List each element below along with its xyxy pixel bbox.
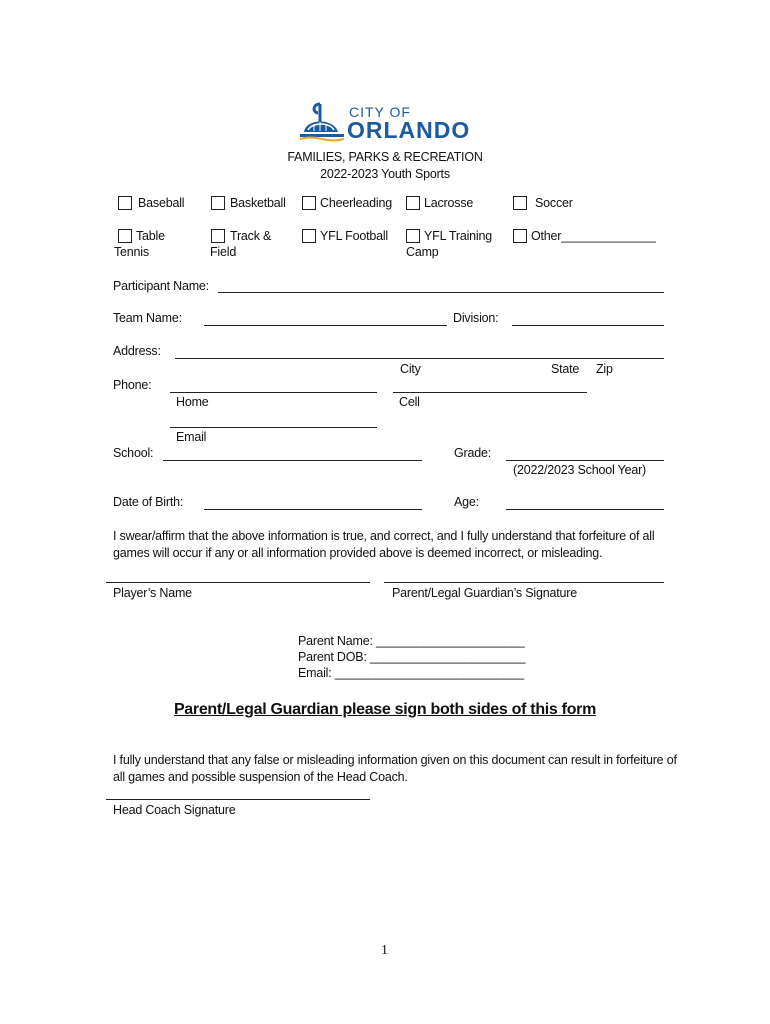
school-year-label: (2022/2023 School Year) (513, 463, 647, 477)
team-name-field[interactable] (204, 325, 447, 326)
head-coach-signature-label: Head Coach Signature (113, 803, 236, 817)
logo-city-of: CITY OF (349, 104, 411, 120)
head-coach-signature-line[interactable] (106, 799, 370, 800)
dob-field[interactable] (204, 509, 422, 510)
cheerleading-label: Cheerleading (320, 196, 392, 210)
page-number: 1 (381, 943, 388, 958)
affirmation-text (113, 528, 673, 562)
city-label: City (400, 362, 421, 376)
phone-label: Phone: (113, 378, 152, 392)
player-name-label: Player’s Name (113, 586, 192, 600)
yfl-training-label-2: Camp (406, 245, 439, 259)
parent-email-field[interactable]: Email: ____________________________ (298, 666, 524, 680)
coach-statement-line-2: all games and possible suspension of the Head Coach. (113, 770, 408, 784)
address-field[interactable] (175, 358, 664, 359)
school-label: School: (113, 446, 154, 460)
address-label: Address: (113, 344, 161, 358)
other-checkbox[interactable] (513, 229, 527, 243)
yfl-training-checkbox[interactable] (406, 229, 420, 243)
yfl-football-label: YFL Football (320, 229, 389, 243)
affirmation-line-1: I swear/affirm that the above information is true, and correct, and I fully understand that forfeiture of all (113, 529, 655, 543)
coach-statement-line-1: I fully understand that any false or misleading information given on this document can result in forfeiture of (113, 753, 677, 767)
participant-name-label: Participant Name: (113, 279, 209, 293)
division-label: Division: (453, 311, 499, 325)
guardian-signature-line[interactable] (384, 582, 664, 583)
track-field-checkbox[interactable] (211, 229, 225, 243)
lacrosse-label: Lacrosse (424, 196, 474, 210)
player-name-line[interactable] (106, 582, 370, 583)
baseball-label: Baseball (138, 196, 185, 210)
soccer-label: Soccer (535, 196, 573, 210)
team-name-label: Team Name: (113, 311, 182, 325)
zip-label: Zip (596, 362, 613, 376)
affirmation-line-2: games will occur if any or all information provided above is deemed incorrect, or misleading. (113, 546, 603, 560)
department-title: FAMILIES, PARKS & RECREATION (287, 150, 483, 164)
track-field-label: Track & (230, 229, 272, 243)
home-label: Home (176, 395, 209, 409)
parent-name-field[interactable]: Parent Name: ______________________ (298, 634, 525, 648)
baseball-checkbox[interactable] (118, 196, 132, 210)
yfl-training-label: YFL Training (424, 229, 493, 243)
yfl-football-checkbox[interactable] (302, 229, 316, 243)
age-field[interactable] (506, 509, 664, 510)
cell-phone-field[interactable] (393, 392, 587, 393)
table-tennis-label: Table (136, 229, 165, 243)
cheerleading-checkbox[interactable] (302, 196, 316, 210)
basketball-label: Basketball (230, 196, 286, 210)
other-label: Other______________ (531, 229, 656, 243)
guardian-signature-label: Parent/Legal Guardian’s Signature (392, 586, 577, 600)
coach-statement (113, 752, 677, 786)
table-tennis-checkbox[interactable] (118, 229, 132, 243)
state-label: State (551, 362, 580, 376)
division-field[interactable] (512, 325, 664, 326)
table-tennis-label-2: Tennis (114, 245, 149, 259)
sign-both-sides-notice: Parent/Legal Guardian please sign both sides of this form (173, 701, 597, 718)
program-title: 2022-2023 Youth Sports (320, 167, 450, 181)
orlando-fountain-icon (298, 102, 346, 142)
email-label: Email (176, 430, 207, 444)
cell-label: Cell (399, 395, 420, 409)
parent-dob-field[interactable]: Parent DOB: _______________________ (298, 650, 526, 664)
city-logo (298, 100, 473, 144)
email-field[interactable] (170, 427, 377, 428)
dob-label: Date of Birth: (113, 495, 184, 509)
soccer-checkbox[interactable] (513, 196, 527, 210)
logo-orlando: ORLANDO (347, 117, 471, 143)
lacrosse-checkbox[interactable] (406, 196, 420, 210)
age-label: Age: (454, 495, 479, 509)
grade-field[interactable] (506, 460, 664, 461)
track-field-label-2: Field (210, 245, 237, 259)
participant-name-field[interactable] (218, 292, 664, 293)
basketball-checkbox[interactable] (211, 196, 225, 210)
school-field[interactable] (163, 460, 422, 461)
grade-label: Grade: (454, 446, 492, 460)
home-phone-field[interactable] (170, 392, 377, 393)
